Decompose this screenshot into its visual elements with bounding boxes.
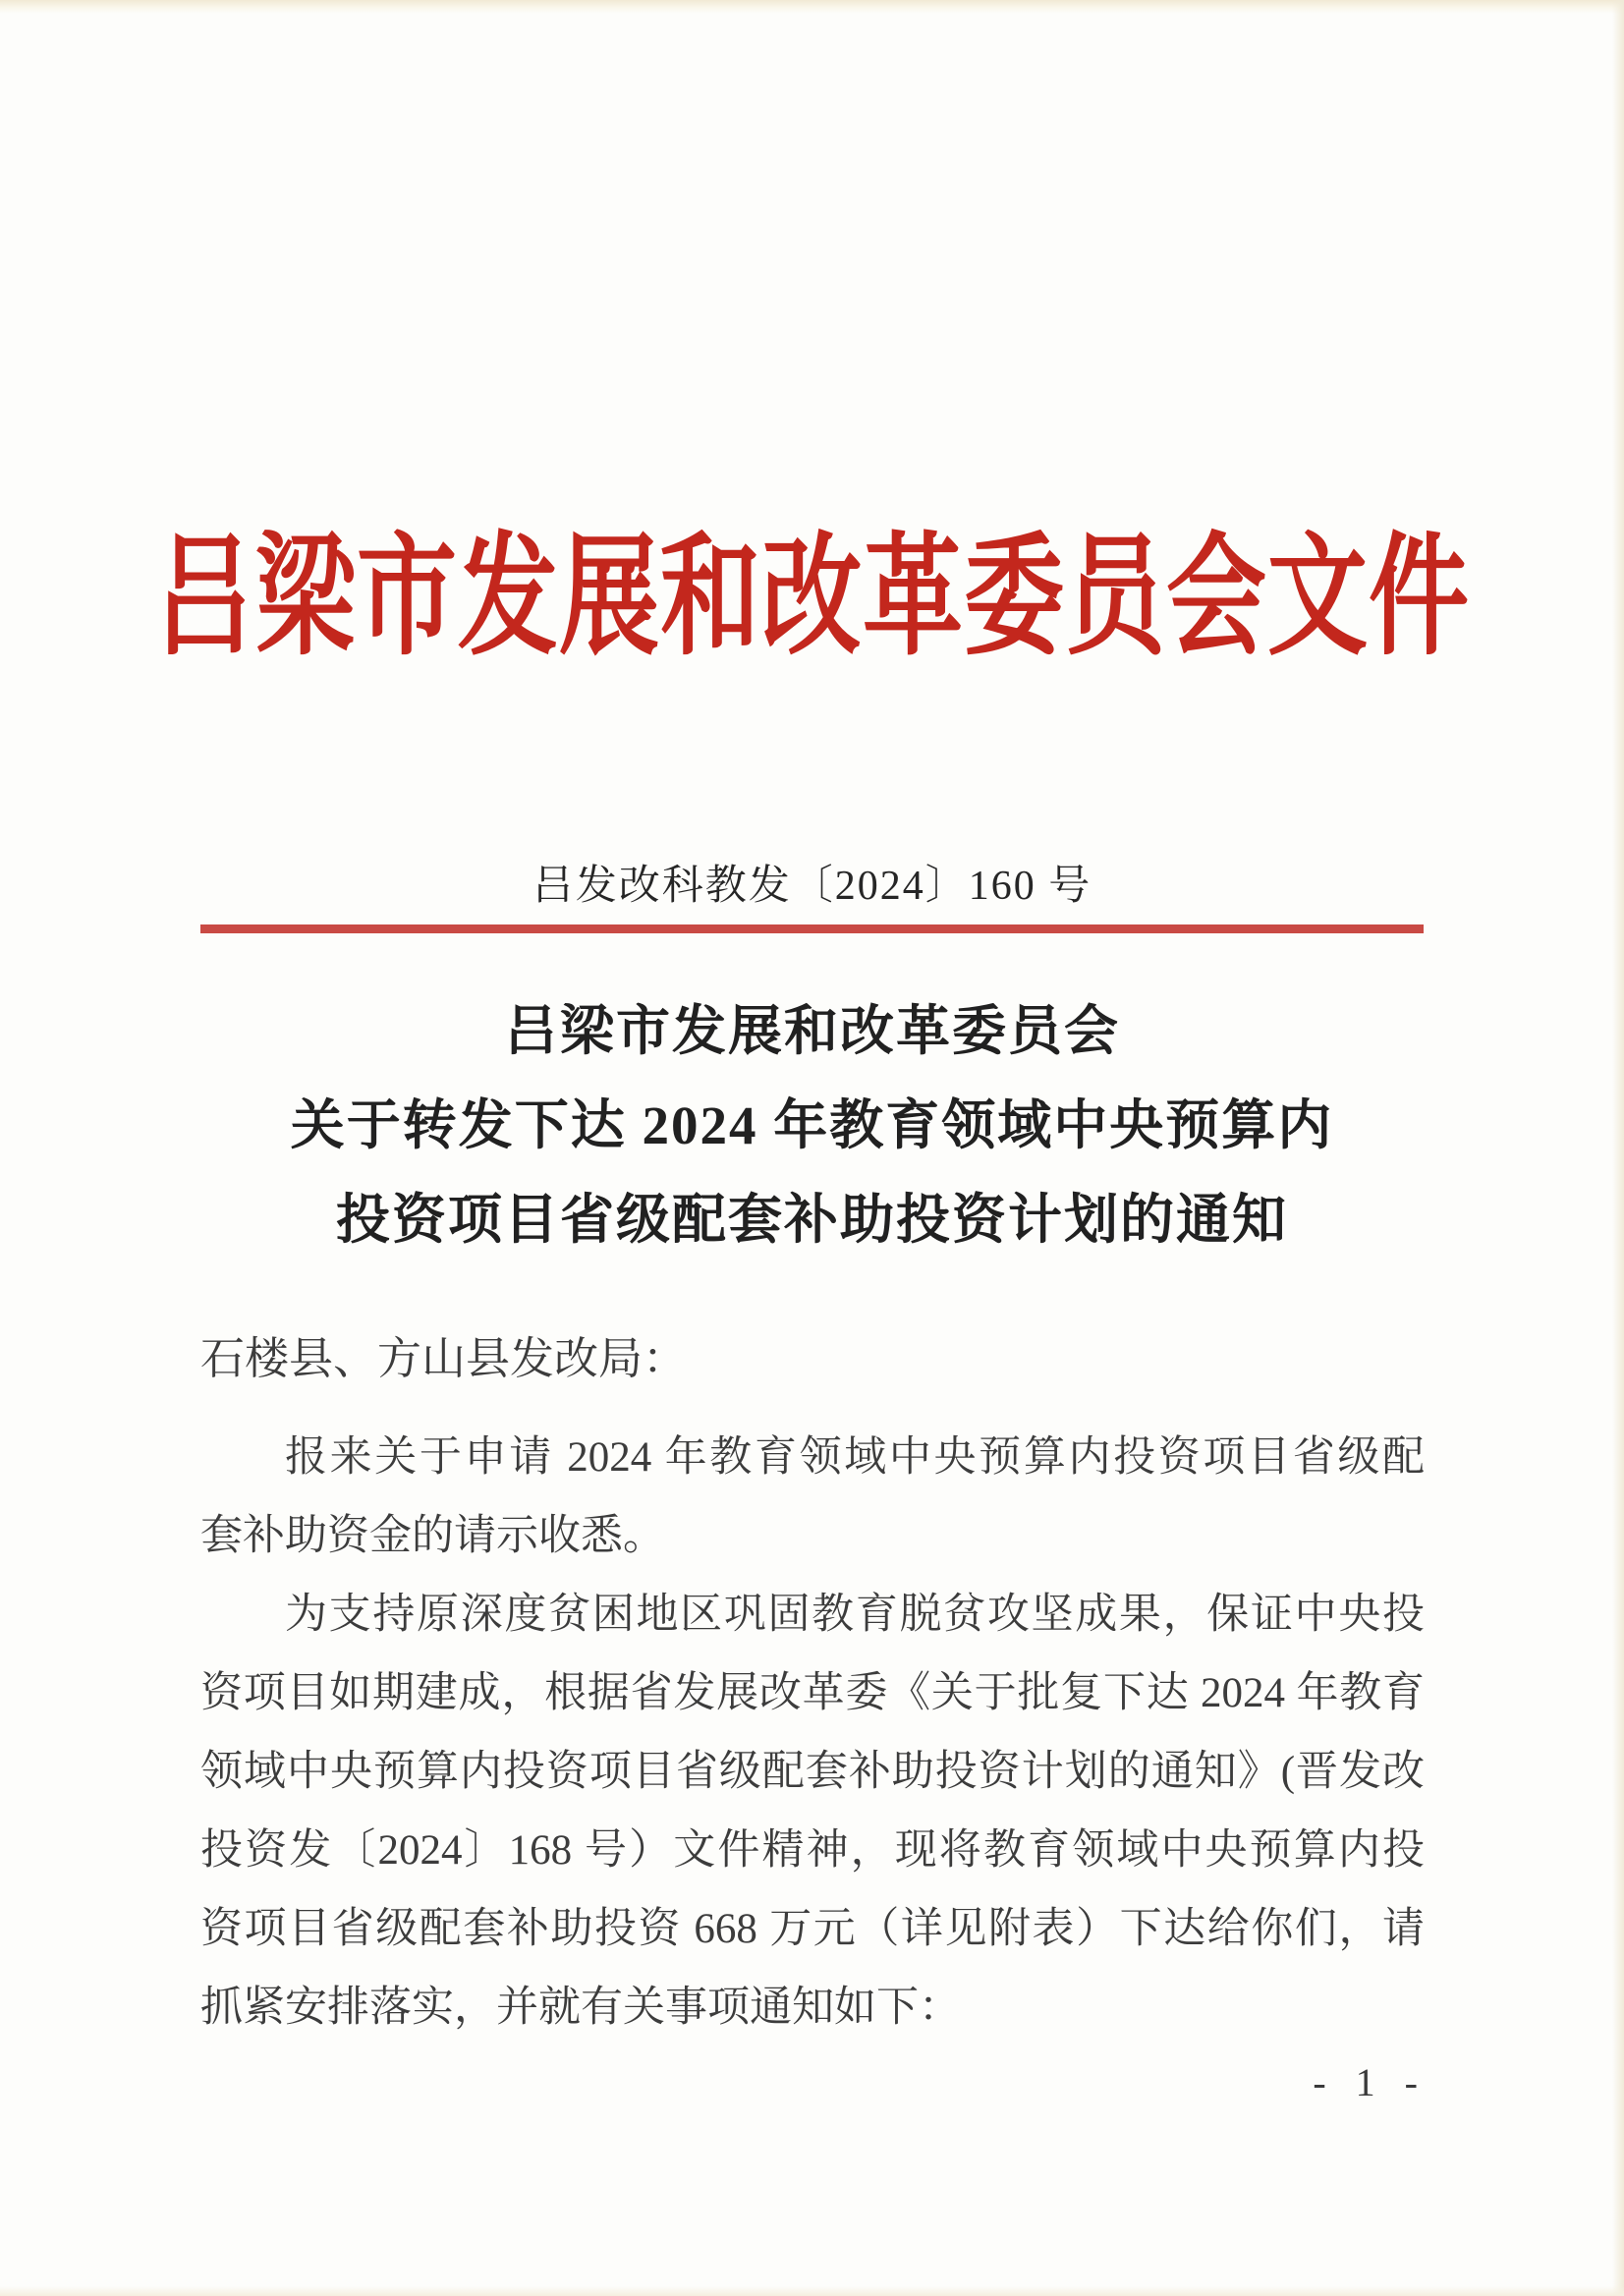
body-line-4: 资项目如期建成，根据省发展改革委《关于批复下达 2024 年教育 (200, 1670, 1425, 1716)
document-banner (0, 511, 1624, 688)
body-line-1: 报来关于申请 2024 年教育领域中央预算内投资项目省级配 (285, 1434, 1425, 1481)
body-line-3: 为支持原深度贫困地区巩固教育脱贫攻坚成果，保证中央投 (285, 1592, 1425, 1638)
body-line-8: 抓紧安排落实，并就有关事项通知如下： (200, 1985, 961, 2031)
document-title-line-1: 吕梁市发展和改革委员会 (503, 1001, 1120, 1061)
body-line-6: 投资发〔2024〕168 号）文件精神，现将教育领域中央预算内投 (200, 1827, 1425, 1874)
scan-edge-bottom (0, 2286, 1624, 2296)
body-line-2: 套补助资金的请示收悉。 (200, 1513, 665, 1559)
document-body (200, 1419, 1425, 2047)
banner-title-text: 吕梁市发展和改革委员会文件 (154, 525, 1470, 672)
scan-edge-top (0, 0, 1624, 14)
document-title (0, 984, 1624, 1267)
document-number: 吕发改科教发〔2024〕160 号 (532, 864, 1092, 909)
document-title-line-2: 关于转发下达 2024 年教育领域中央预算内 (290, 1095, 1334, 1155)
salutation-line: 石楼县、方山县发改局： (200, 1334, 688, 1383)
red-divider-rule (200, 924, 1424, 933)
body-line-7: 资项目省级配套补助投资 668 万元（详见附表）下达给你们，请 (200, 1906, 1425, 1952)
page-number: - 1 - (1313, 2060, 1428, 2104)
document-title-line-3: 投资项目省级配套补助投资计划的通知 (335, 1190, 1288, 1250)
body-line-5: 领域中央预算内投资项目省级配套补助投资计划的通知》(晋发改 (200, 1749, 1425, 1795)
